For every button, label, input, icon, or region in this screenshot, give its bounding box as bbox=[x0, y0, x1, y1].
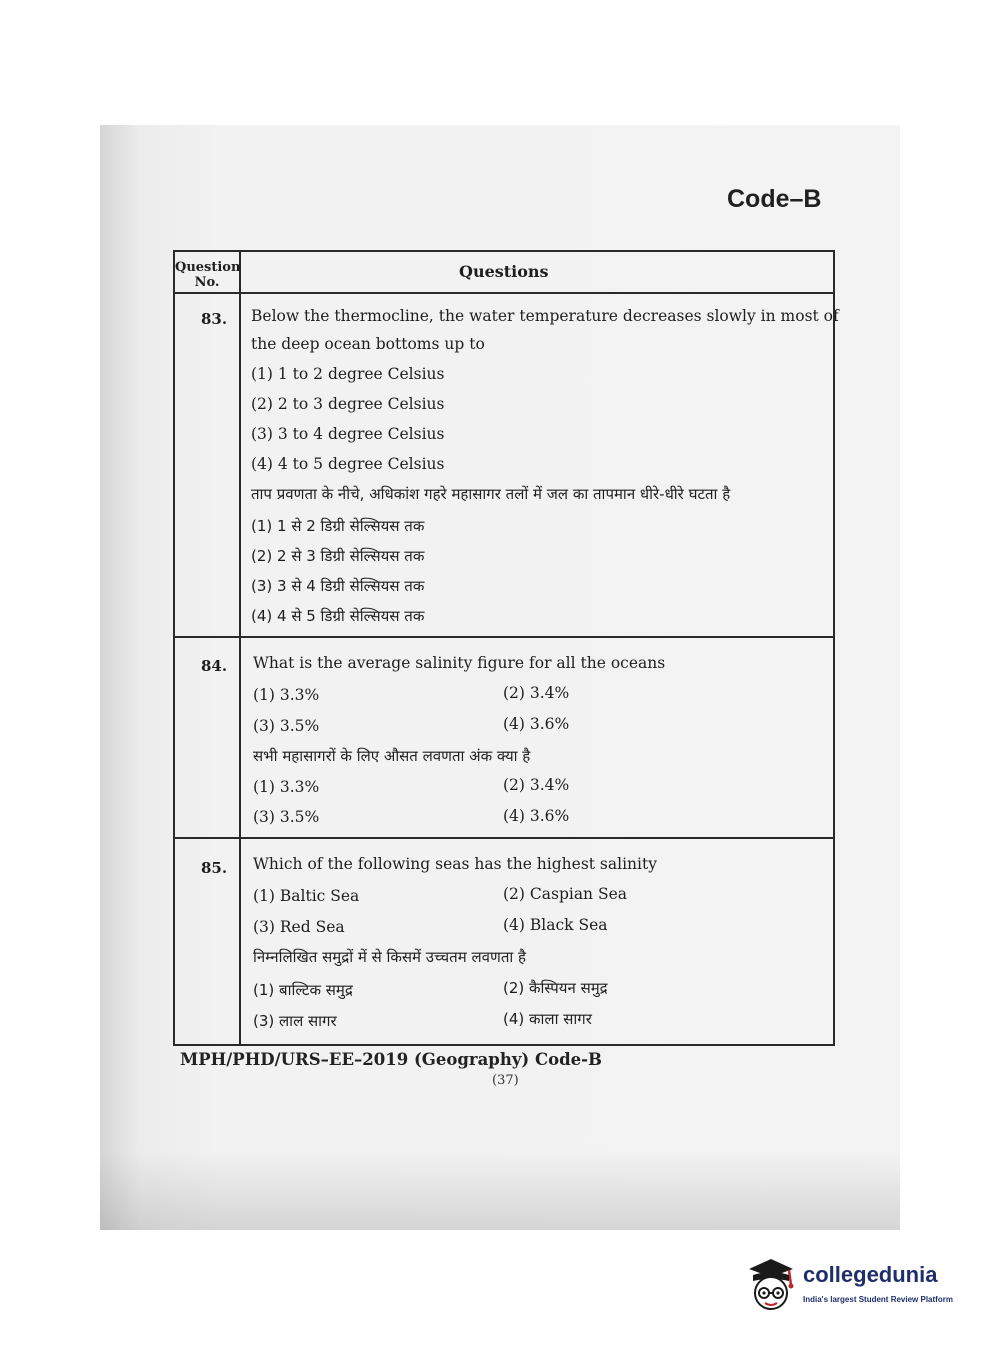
option: (4) Black Sea bbox=[503, 916, 608, 934]
option: (4) 3.6% bbox=[503, 807, 570, 825]
header-divider bbox=[175, 292, 833, 294]
paper-footer: MPH/PHD/URS–EE–2019 (Geography) Code-B bbox=[180, 1050, 602, 1069]
option: (3) 3.5% bbox=[253, 808, 320, 826]
student-mascot-icon bbox=[745, 1255, 801, 1315]
row-divider bbox=[175, 636, 833, 638]
option-hindi: (2) कैस्पियन समुद्र bbox=[503, 979, 608, 997]
header-question-no bbox=[175, 260, 239, 290]
option-hindi: (1) बाल्टिक समुद्र bbox=[253, 981, 353, 999]
question-text-hindi: सभी महासागरों के लिए औसत लवणता अंक क्या है bbox=[253, 747, 531, 765]
option: (1) Baltic Sea bbox=[253, 887, 360, 905]
row-divider bbox=[175, 837, 833, 839]
question-text-hindi: निम्नलिखित समुद्रों में से किसमें उच्चतम लवणता है bbox=[253, 948, 526, 966]
option: (1) 1 to 2 degree Celsius bbox=[251, 365, 445, 383]
option-hindi: (1) 1 से 2 डिग्री सेल्सियस तक bbox=[251, 517, 425, 535]
collegedunia-logo[interactable] bbox=[745, 1255, 975, 1315]
question-text-hindi: ताप प्रवणता के नीचे, अधिकांश गहरे महासागर तलों में जल का तापमान धीरे-धीरे घटता है bbox=[251, 485, 731, 503]
option: (1) 3.3% bbox=[253, 778, 320, 796]
option-hindi: (4) काला सागर bbox=[503, 1010, 592, 1028]
question-text-line: the deep ocean bottoms up to bbox=[251, 335, 485, 353]
option: (2) 2 to 3 degree Celsius bbox=[251, 395, 445, 413]
option: (2) Caspian Sea bbox=[503, 885, 627, 903]
option: (2) 3.4% bbox=[503, 684, 570, 702]
question-number: 83. bbox=[201, 310, 228, 328]
header-questions: Questions bbox=[459, 262, 549, 281]
page-number: (37) bbox=[492, 1073, 519, 1088]
option: (1) 3.3% bbox=[253, 686, 320, 704]
option: (3) 3 to 4 degree Celsius bbox=[251, 425, 445, 443]
question-number: 85. bbox=[201, 859, 228, 877]
option: (3) 3.5% bbox=[253, 717, 320, 735]
column-divider bbox=[239, 252, 241, 1044]
question-table bbox=[173, 250, 839, 1046]
option: (4) 3.6% bbox=[503, 715, 570, 733]
option-hindi: (2) 2 से 3 डिग्री सेल्सियस तक bbox=[251, 547, 425, 565]
scan-shadow bbox=[100, 1150, 900, 1230]
brand-name: collegedunia bbox=[803, 1262, 938, 1287]
option: (3) Red Sea bbox=[253, 918, 345, 936]
question-text-line: Which of the following seas has the highest salinity bbox=[253, 855, 657, 873]
question-text-line: Below the thermocline, the water temperature decreases slowly in most of bbox=[251, 307, 839, 325]
option-hindi: (3) 3 से 4 डिग्री सेल्सियस तक bbox=[251, 577, 425, 595]
brand-tagline: India's largest Student Review Platform bbox=[803, 1295, 953, 1304]
question-text-line: What is the average salinity figure for all the oceans bbox=[253, 654, 666, 672]
option-hindi: (3) लाल सागर bbox=[253, 1012, 337, 1030]
header-qno-line2: No. bbox=[194, 275, 220, 290]
option: (2) 3.4% bbox=[503, 776, 570, 794]
paper-code: Code–B bbox=[727, 185, 822, 213]
option-hindi: (4) 4 से 5 डिग्री सेल्सियस तक bbox=[251, 607, 425, 625]
question-number: 84. bbox=[201, 657, 228, 675]
option: (4) 4 to 5 degree Celsius bbox=[251, 455, 445, 473]
header-qno-line1: Question bbox=[175, 260, 241, 275]
